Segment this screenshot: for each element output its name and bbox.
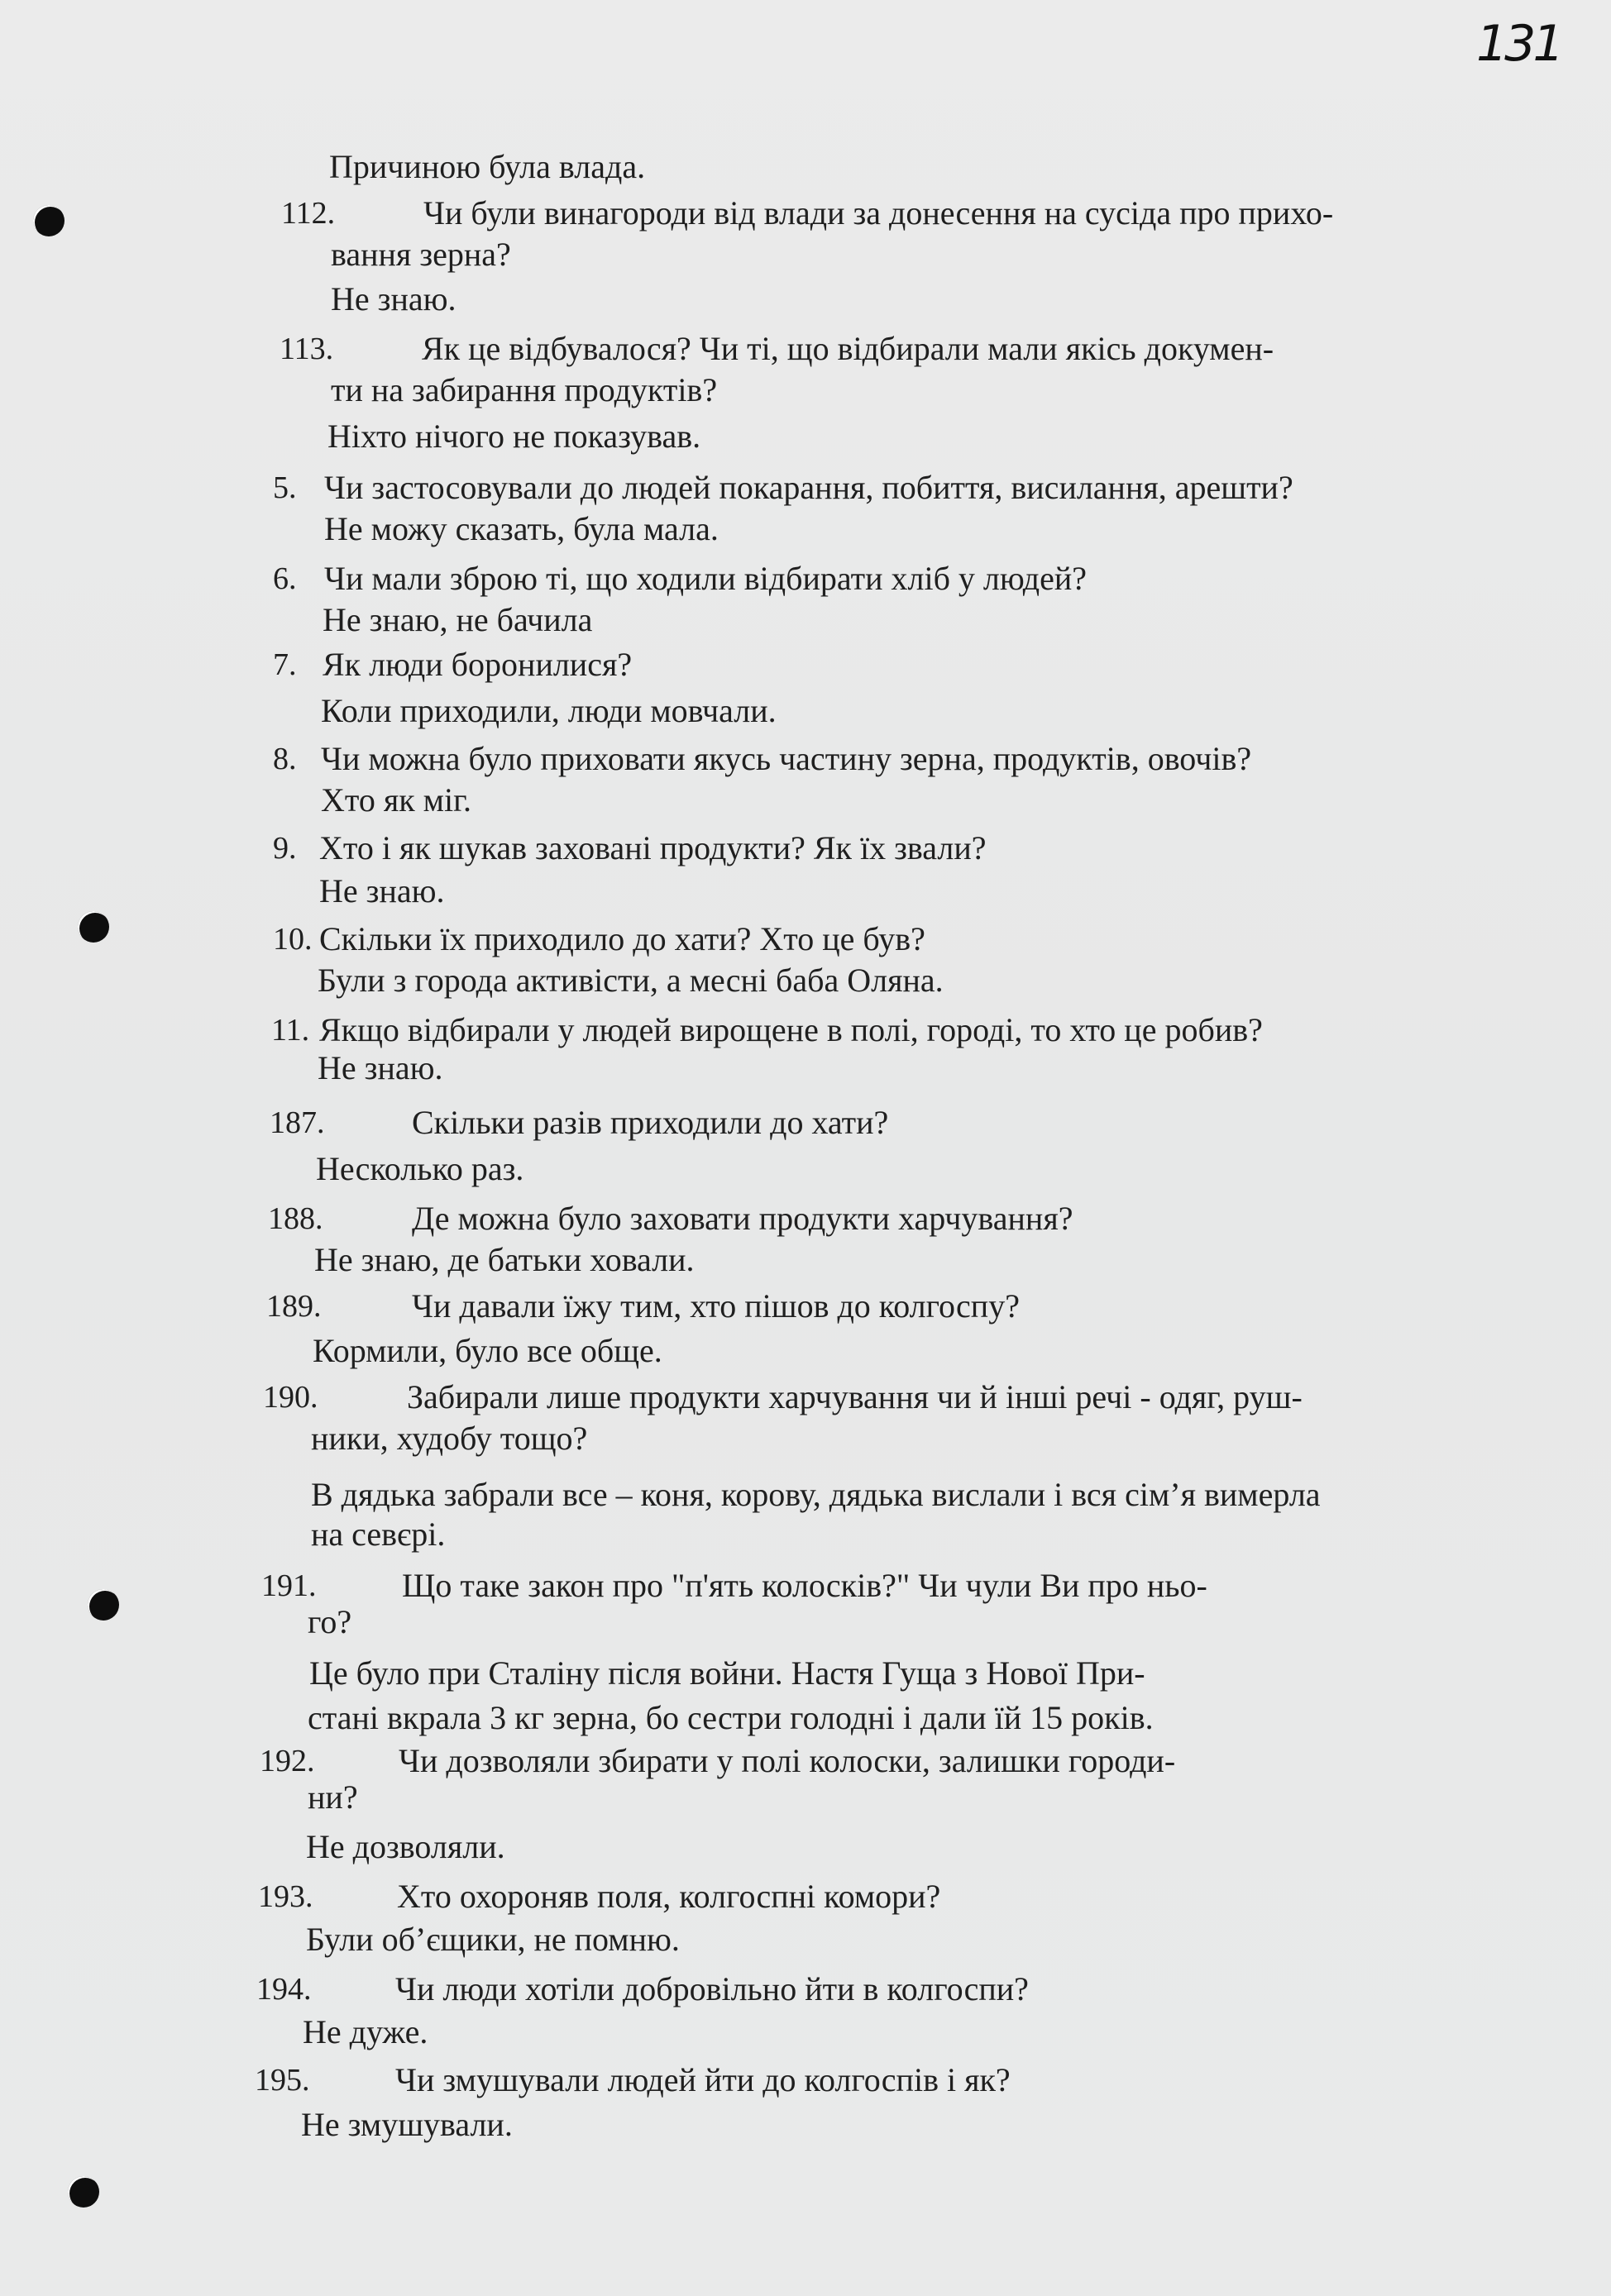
answer-text: Несколько раз.: [316, 1150, 524, 1187]
answer-text: Причиною була влада.: [329, 148, 646, 185]
punch-hole: [88, 1589, 119, 1621]
question-text: Як люди боронилися?: [323, 646, 633, 683]
answer-text: Були об’єщики, не помню.: [306, 1921, 680, 1958]
question-text: Хто і як шукав заховані продукти? Як їх звали?: [319, 829, 987, 866]
question-number: 6.: [273, 561, 297, 596]
question-number: 191.: [261, 1568, 317, 1603]
question-number: 8.: [273, 742, 297, 776]
question-text: Чи змушували людей йти до колгоспів і як?: [395, 2061, 1011, 2098]
question-text: Чи можна було приховати якусь частину зерна, продуктів, овочів?: [321, 740, 1252, 777]
question-number: 11.: [271, 1013, 310, 1048]
answer-text: на севєрі.: [311, 1516, 446, 1553]
answer-text: вання зерна?: [331, 236, 511, 273]
question-text: Чи застосовували до людей покарання, побиття, висилання, арешти?: [324, 469, 1293, 506]
question-number: 10.: [273, 922, 313, 957]
question-text: Хто охороняв поля, колгоспні комори?: [397, 1878, 941, 1915]
answer-text: Не знаю.: [319, 872, 445, 909]
question-number: 193.: [258, 1879, 313, 1914]
punch-hole: [78, 911, 109, 943]
question-text: Як це відбувалося? Чи ті, що відбирали мали якісь докумен-: [422, 330, 1274, 367]
answer-text: Не дозволяли.: [306, 1828, 505, 1865]
answer-text: Кормили, було все обще.: [313, 1332, 662, 1369]
question-text: Чи давали їжу тим, хто пішов до колгоспу?: [412, 1287, 1020, 1325]
question-number: 9.: [273, 831, 297, 866]
answer-text: ни?: [308, 1778, 358, 1816]
question-text: Чи були винагороди від влади за донесення на сусіда про прихо-: [423, 194, 1334, 232]
question-text: Чи мали зброю ті, що ходили відбирати хліб у людей?: [324, 560, 1088, 597]
question-text: Чи дозволяли збирати у полі колоски, залишки городи-: [399, 1742, 1176, 1779]
question-number: 194.: [256, 1972, 312, 2007]
question-number: 5.: [273, 470, 297, 505]
question-text: Скільки їх приходило до хати? Хто це був?: [319, 920, 925, 957]
question-number: 113.: [280, 332, 334, 366]
answer-text: ники, худобу тощо?: [311, 1420, 588, 1457]
answer-text: Не можу сказать, була мала.: [324, 510, 719, 547]
question-text: Скільки разів приходили до хати?: [412, 1104, 889, 1141]
question-number: 188.: [268, 1201, 323, 1236]
answer-text: Коли приходили, люди мовчали.: [321, 692, 777, 729]
answer-text: Хто як міг.: [321, 781, 471, 819]
answer-text: Ніхто нічого не показував.: [327, 418, 701, 455]
answer-text: Не дуже.: [303, 2013, 428, 2050]
question-number: 190.: [263, 1380, 318, 1415]
answer-text: ти на забирання продуктів?: [331, 371, 718, 408]
answer-text: Не змушували.: [301, 2106, 513, 2143]
question-text: Якщо відбирали у людей вирощене в полі, городі, то хто це робив?: [319, 1011, 1263, 1048]
question-number: 112.: [281, 196, 336, 231]
answer-text: го?: [308, 1603, 352, 1640]
answer-text: Не знаю.: [318, 1049, 443, 1086]
question-text: Що таке закон про "п'ять колосків?" Чи чули Ви про ньо-: [402, 1567, 1207, 1604]
question-text: Чи люди хотіли добровільно йти в колгоспи?: [395, 1970, 1029, 2007]
question-text: Де можна було заховати продукти харчування?: [412, 1200, 1073, 1237]
answer-text: Це було при Сталіну після войни. Настя Гуща з Нової При-: [309, 1654, 1145, 1692]
answer-text: Не знаю, де батьки ховали.: [314, 1241, 695, 1278]
answer-text: Не знаю, не бачила: [323, 601, 593, 638]
question-text: Забирали лише продукти харчування чи й інші речі - одяг, руш-: [407, 1378, 1303, 1415]
question-number: 187.: [270, 1105, 325, 1140]
punch-hole: [68, 2176, 99, 2208]
question-number: 189.: [266, 1289, 322, 1324]
answer-text: В дядька забрали все – коня, корову, дядька вислали і вся сім’я вимерла: [311, 1476, 1321, 1513]
answer-text: Не знаю.: [331, 280, 457, 317]
answer-text: Були з города активісти, а месні баба Оляна.: [318, 962, 944, 999]
question-number: 7.: [273, 647, 297, 682]
punch-hole: [33, 205, 65, 236]
page-number: 131: [1476, 15, 1561, 73]
answer-text: стані вкрала 3 кг зерна, бо сестри голодні і дали їй 15 років.: [308, 1699, 1154, 1736]
question-number: 195.: [255, 2063, 310, 2098]
question-number: 192.: [260, 1744, 315, 1778]
